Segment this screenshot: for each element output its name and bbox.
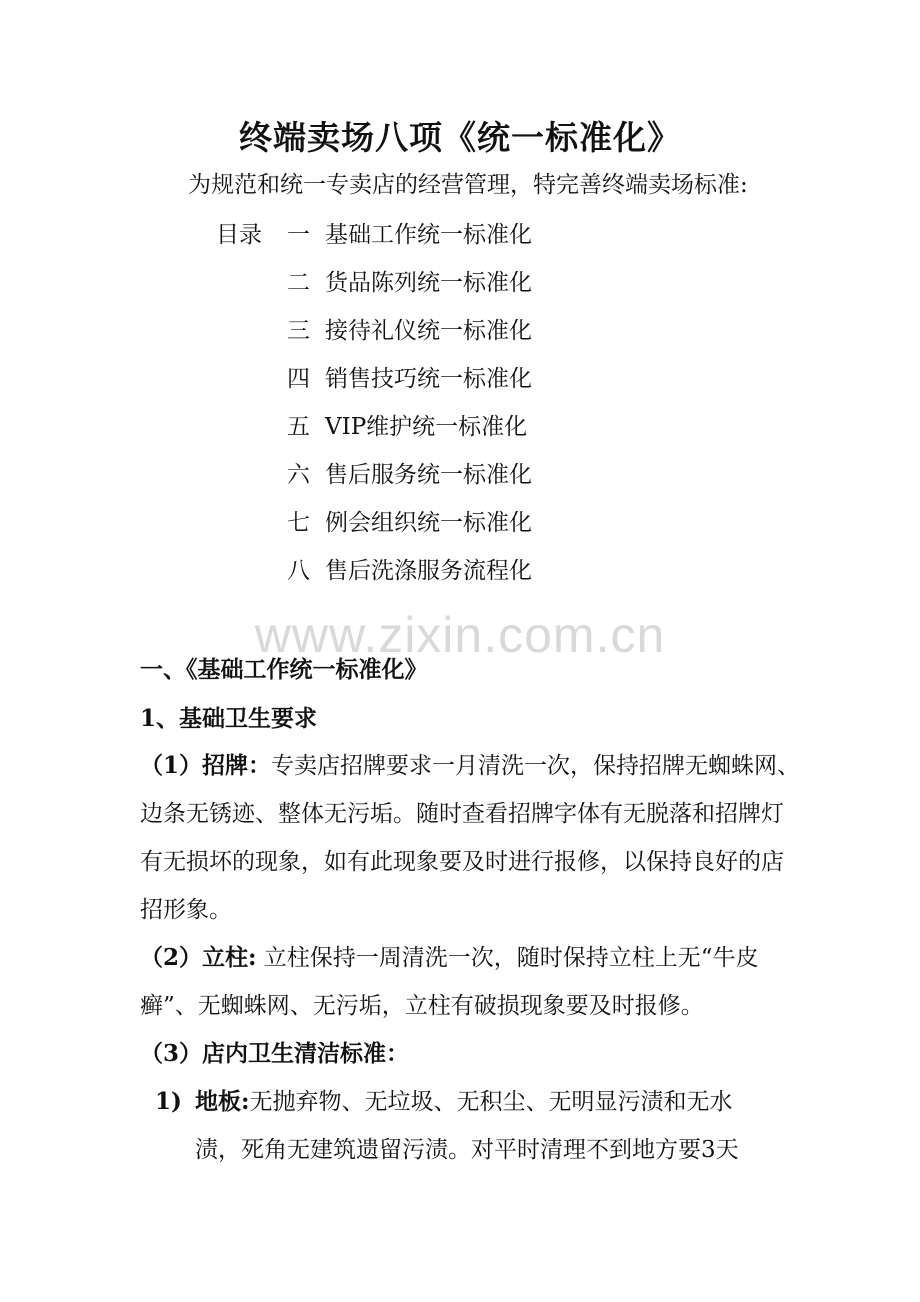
intro-text: 为规范和统一专卖店的经营管理，特完善终端卖场标准: xyxy=(188,172,748,198)
toc-item xyxy=(287,456,532,504)
toc-item-text: 售后洗涤服务流程化 xyxy=(325,558,532,584)
toc-item-number: 四 xyxy=(287,366,310,392)
paragraph-pillar xyxy=(140,934,800,1030)
paragraph-label: （2）立柱: xyxy=(140,944,257,971)
section-heading: 一、《基础工作统一标准化》 xyxy=(140,656,428,683)
toc-item-text: 基础工作统一标准化 xyxy=(325,222,532,248)
toc-item xyxy=(287,552,532,600)
toc-item-text: 例会组织统一标准化 xyxy=(325,510,532,536)
toc-item-number: 一 xyxy=(287,222,310,248)
toc-item-text: 接待礼仪统一标准化 xyxy=(325,318,532,344)
toc-item xyxy=(287,360,532,408)
paragraph-label: （3）店内卫生清洁标准： xyxy=(140,1040,410,1067)
table-of-contents xyxy=(287,216,532,600)
toc-item xyxy=(287,312,532,360)
toc-item-number: 八 xyxy=(287,558,310,584)
toc-item-text: 货品陈列统一标准化 xyxy=(325,270,532,296)
toc-item xyxy=(287,264,532,312)
toc-item-text: VIP维护统一标准化 xyxy=(325,414,528,440)
toc-item-number: 六 xyxy=(287,462,310,488)
watermark: www.zixin.com.cn xyxy=(254,607,666,663)
toc-item xyxy=(287,216,532,264)
paragraph-text: 专卖店招牌要求一月清洗一次，保持招牌无蜘蛛网、边条无锈迹、整体无污垢。随时查看招牌字体有无脱落和招牌灯有无损坏的现象，如有此现象要及时进行报修，以保持良好的店招形象。 xyxy=(140,753,801,923)
paragraph-label: （1）招牌： xyxy=(140,752,272,779)
toc-item xyxy=(287,504,532,552)
subsection-heading: 1、基础卫生要求 xyxy=(140,705,318,732)
toc-item xyxy=(287,408,532,456)
list-item-label: 地板: xyxy=(195,1088,250,1115)
toc-item-text: 销售技巧统一标准化 xyxy=(325,366,532,392)
paragraph-cleaning-standard xyxy=(140,1030,800,1078)
paragraph-text: 立柱保持一周清洗一次，随时保持立柱上无“牛皮癣”、无蜘蛛网、无污垢，立柱有破损现象要及时报修。 xyxy=(140,945,759,1019)
paragraph-signboard xyxy=(140,742,800,934)
toc-item-number: 二 xyxy=(287,270,310,296)
document-title: 终端卖场八项《统一标准化》 xyxy=(239,118,681,157)
toc-item-number: 五 xyxy=(287,414,310,440)
toc-item-number: 七 xyxy=(287,510,310,536)
list-item-text-line1: 无抛弃物、无垃圾、无积尘、无明显污渍和无水 xyxy=(249,1089,733,1115)
list-item-text-line2: 渍，死角无建筑遗留污渍。对平时清理不到地方要3天 xyxy=(195,1137,739,1163)
toc-item-number: 三 xyxy=(287,318,310,344)
list-marker: 1) xyxy=(155,1088,182,1115)
toc-label: 目录 xyxy=(216,222,262,248)
list-item-floor xyxy=(155,1078,800,1174)
toc-item-text: 售后服务统一标准化 xyxy=(325,462,532,488)
